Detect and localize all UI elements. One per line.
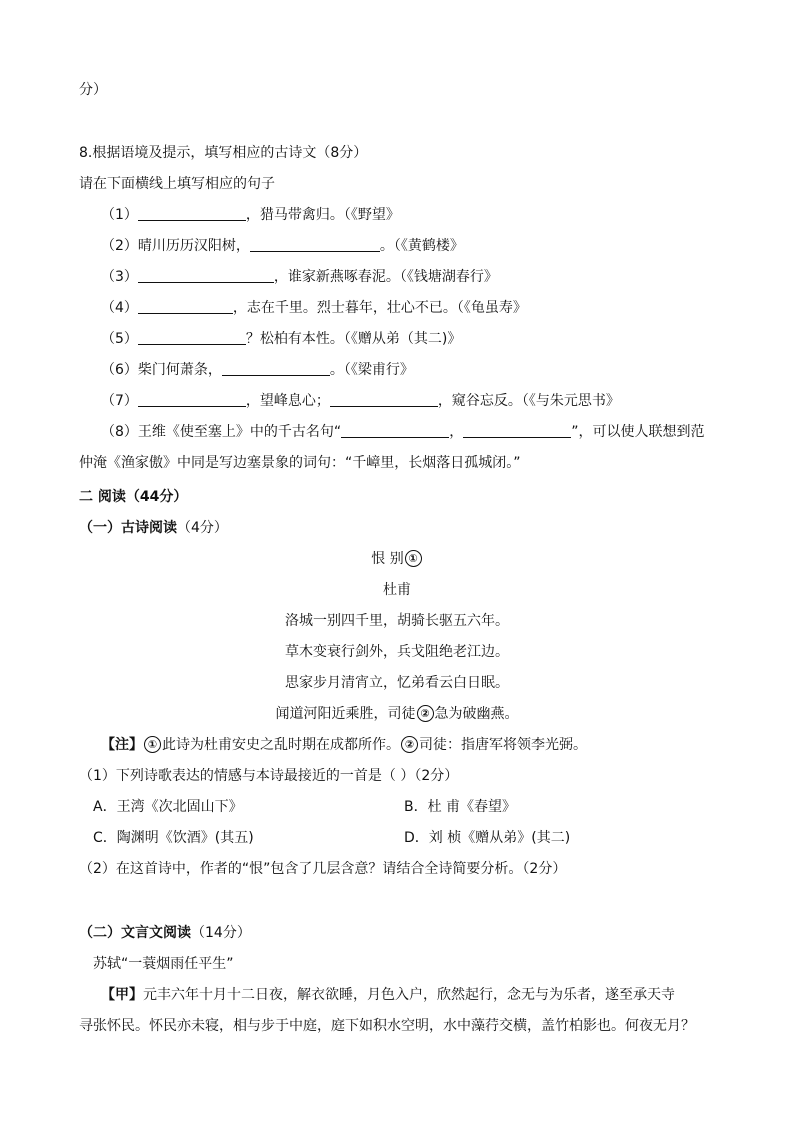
fill-item-7 <box>101 391 620 411</box>
item-text: ，窥谷忘反。（《与朱元思书》 <box>437 393 620 409</box>
passage-jia-line-1: 【甲】元丰六年十月十二日夜，解衣欲睡，月色入户，欣然起行，念无与为乐者，遂至承天寺 <box>101 987 675 1003</box>
passage-jia-line-2: 寻张怀民。怀民亦未寝，相与步于中庭，庭下如积水空明，水中藻荇交横，盖竹柏影也。何夜无月？ <box>79 1018 695 1034</box>
poem-line-4: 闻道河阳近乘胜，司徒 ② 急为破幽燕。 <box>275 706 519 722</box>
fill-item-8-continued: 仲淹《渔家傲》中同是写边塞景象的词句：“千嶂里，长烟落日孤城闭。” <box>79 455 521 471</box>
fill-item-4 <box>101 298 527 318</box>
answer-blank[interactable] <box>138 299 233 314</box>
answer-blank[interactable] <box>138 392 246 407</box>
part-1-label: （一）古诗阅读 <box>79 520 177 536</box>
item-number: （7） <box>101 393 138 409</box>
part-2-label: （二）文言文阅读 <box>79 925 191 941</box>
fill-item-1 <box>101 205 400 225</box>
question-2-stem: （2）在这首诗中，作者的“恨”包含了几层含意？请结合全诗简要分析。（2分） <box>79 861 567 877</box>
answer-blank[interactable] <box>250 237 380 252</box>
item-text: ？松柏有本性。（《赠从弟（其二)》 <box>245 331 462 347</box>
answer-blank[interactable] <box>341 423 449 438</box>
poem-title: 恨 别 ① <box>0 549 794 569</box>
answer-blank[interactable] <box>330 392 438 407</box>
question-1-stem: （1）下列诗歌表达的情感与本诗最接近的一首是（ ）（2分） <box>79 768 459 784</box>
option-b[interactable]: B．杜 甫《春望》 <box>404 799 517 815</box>
poem-line-2: 草木变衰行剑外，兵戈阻绝老江边。 <box>285 644 509 660</box>
q8-instruction: 请在下面横线上填写相应的句子 <box>79 176 275 192</box>
fill-item-6 <box>101 360 414 380</box>
item-number: （6） <box>101 362 138 378</box>
poem-author: 杜甫 <box>383 582 411 598</box>
answer-blank[interactable] <box>138 330 246 345</box>
note-marker-2: ② <box>401 736 418 753</box>
note-marker-1: ① <box>405 550 422 567</box>
poem-notes: 【注】 ① 此诗为杜甫安史之乱时期在成都所作。 ② 司徒：指唐军将领李光弼。 <box>101 737 587 753</box>
item-text: 柴门何萧条， <box>137 362 222 378</box>
note-marker-2: ② <box>417 705 434 722</box>
poem-line-3: 思家步月清宵立，忆弟看云白日眠。 <box>285 675 509 691</box>
part-2-heading <box>79 923 251 943</box>
item-number: （3） <box>101 269 138 285</box>
item-number: （8） <box>101 424 138 440</box>
fill-item-8 <box>101 422 704 442</box>
part-2-score: （14分） <box>191 925 251 941</box>
note-marker-1: ① <box>144 736 161 753</box>
answer-blank[interactable] <box>463 423 571 438</box>
option-d[interactable]: D．刘 桢《赠从弟》(其二) <box>404 830 571 846</box>
item-text: ，猎马带禽归。（《野望》 <box>245 207 400 223</box>
item-number: （5） <box>101 331 138 347</box>
passage-title: 苏轼“一蓑烟雨任平生” <box>93 956 234 972</box>
fill-item-3 <box>101 267 498 287</box>
fill-item-5 <box>101 329 461 349</box>
item-number: （1） <box>101 207 138 223</box>
notes-label: 【注】 <box>101 737 143 753</box>
option-c[interactable]: C．陶渊明《饮酒》(其五) <box>93 830 254 846</box>
part-1-heading <box>79 518 228 538</box>
item-text: 。（《黄鹤楼》 <box>379 238 464 254</box>
fill-item-2 <box>101 236 464 256</box>
item-text: ，志在千里。烈士暮年，壮心不已。（《龟虽寿》 <box>232 300 527 316</box>
continued-fragment: 分） <box>79 82 107 98</box>
part-1-score: （4分） <box>177 520 228 536</box>
answer-blank[interactable] <box>138 268 274 283</box>
item-text: ， <box>449 424 464 440</box>
item-text: ，望峰息心； <box>245 393 330 409</box>
option-a[interactable]: A．王湾《次北固山下》 <box>93 799 243 815</box>
item-text: ，谁家新燕啄春泥。（《钱塘湖春行》 <box>273 269 498 285</box>
item-text: 王维《使至塞上》中的千古名句“ <box>137 424 342 440</box>
item-text: ”，可以使人联想到范 <box>571 424 705 440</box>
poem-line-1: 洛城一别四千里，胡骑长驱五六年。 <box>285 613 509 629</box>
item-number: （2） <box>101 238 138 254</box>
answer-blank[interactable] <box>222 361 330 376</box>
item-text: 。（《梁甫行》 <box>329 362 414 378</box>
item-text: 晴川历历汉阳树， <box>137 238 250 254</box>
section-2-title: 二 阅读（44分） <box>79 489 188 505</box>
answer-blank[interactable] <box>138 206 246 221</box>
passage-jia-label: 【甲】 <box>101 987 143 1003</box>
q8-title: 8.根据语境及提示，填写相应的古诗文（8分） <box>79 145 368 161</box>
item-number: （4） <box>101 300 138 316</box>
